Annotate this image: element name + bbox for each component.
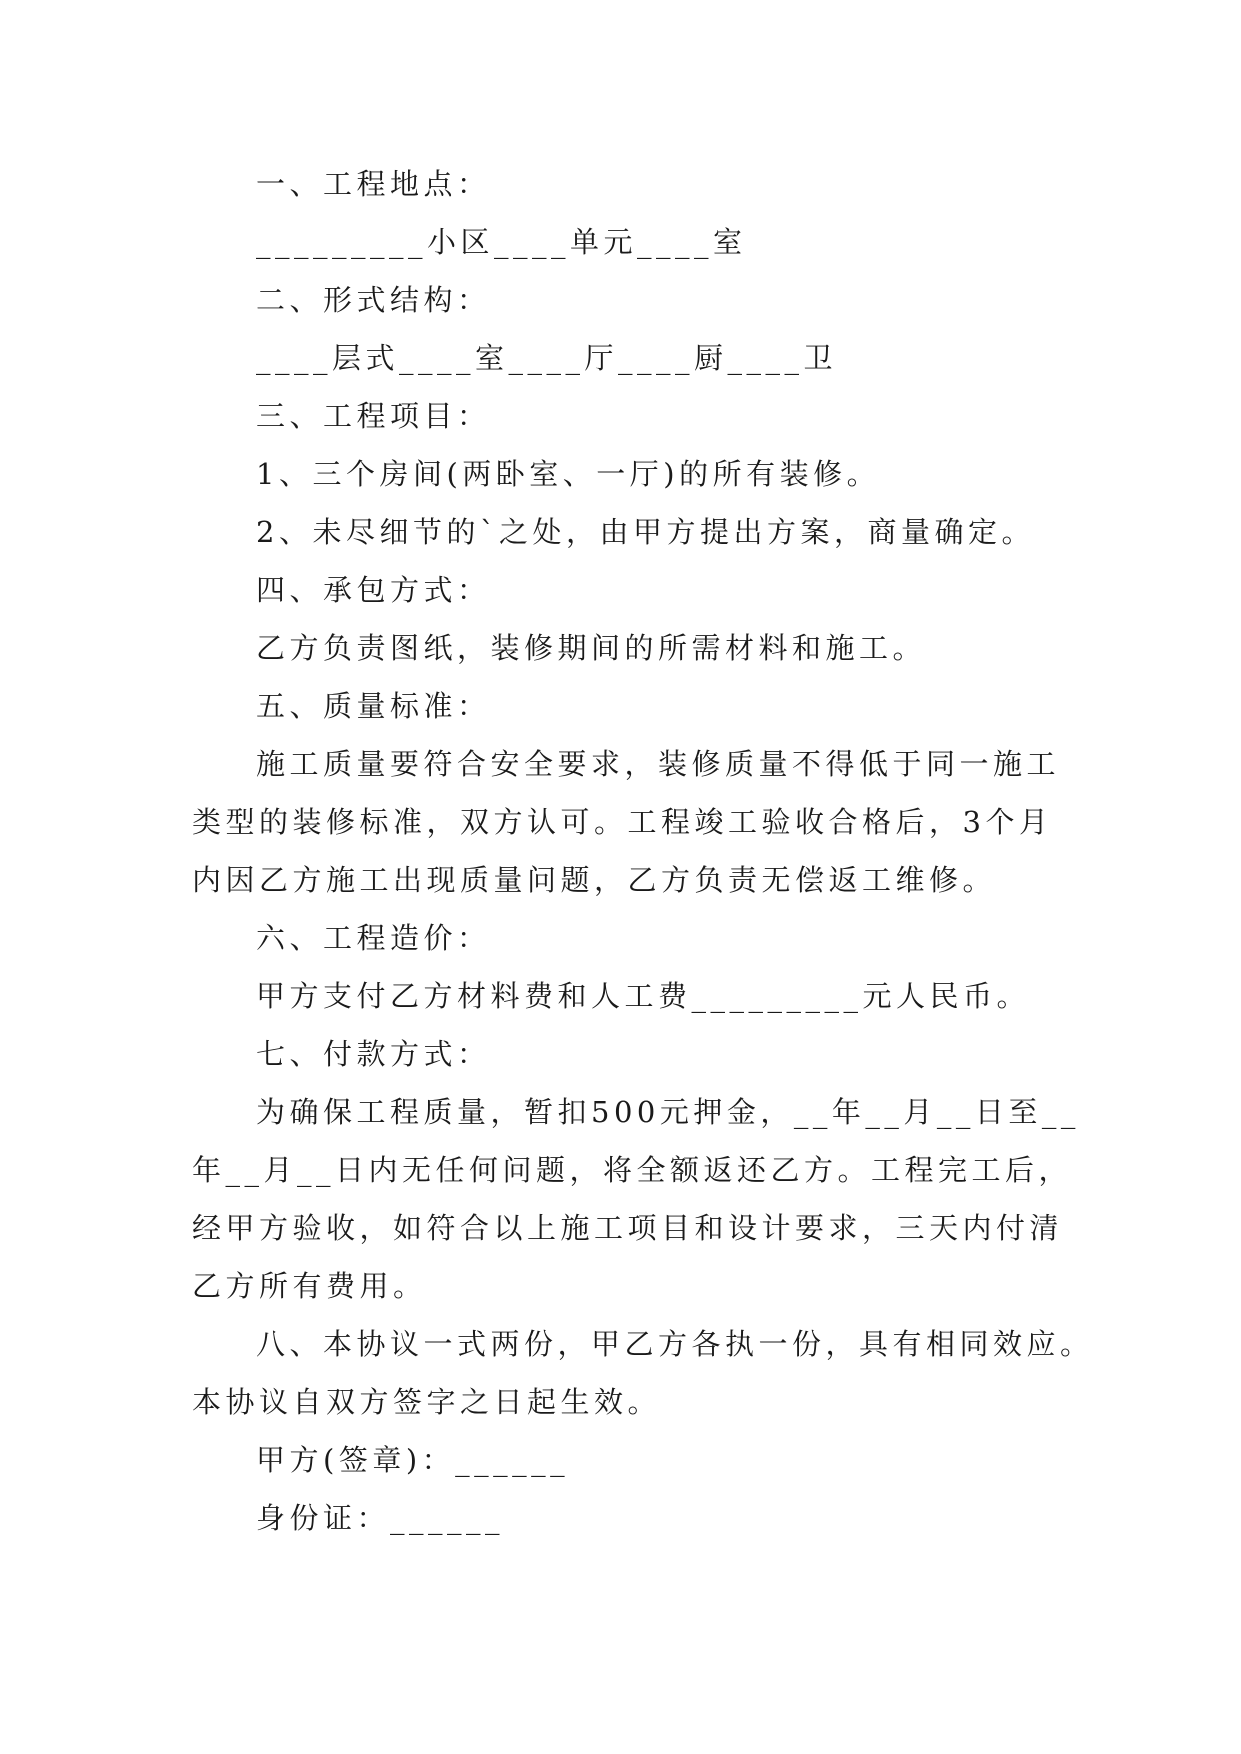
payment-text-line-3: 经甲方验收，如符合以上施工项目和设计要求，三天内付清	[192, 1211, 1064, 1245]
quality-text-line-2: 类型的装修标准，双方认可。工程竣工验收合格后，3个月	[192, 805, 1053, 839]
location-fill-line: _________小区____单元____室	[256, 225, 747, 259]
payment-text-line-4: 乙方所有费用。	[192, 1269, 427, 1303]
section-heading-quality: 五、质量标准：	[256, 689, 491, 723]
contract-text: 乙方负责图纸，装修期间的所需材料和施工。	[256, 631, 927, 665]
item-2: 2、未尽细节的`之处，由甲方提出方案，商量确定。	[256, 515, 1035, 549]
payment-text-line-1: 为确保工程质量，暂扣500元押金，__年__月__日至__	[256, 1095, 1080, 1129]
party-a-signature: 甲方(签章)：______	[256, 1443, 570, 1477]
agreement-text-line-1: 八、本协议一式两份，甲乙方各执一份，具有相同效应。	[256, 1327, 1094, 1361]
section-heading-contract: 四、承包方式：	[256, 573, 491, 607]
quality-text-line-3: 内因乙方施工出现质量问题，乙方负责无偿返工维修。	[192, 863, 997, 897]
structure-fill-line: ____层式____室____厅____厨____卫	[256, 341, 838, 375]
quality-text-line-1: 施工质量要符合安全要求，装修质量不得低于同一施工	[256, 747, 1061, 781]
section-heading-items: 三、工程项目：	[256, 399, 491, 433]
item-1: 1、三个房间(两卧室、一厅)的所有装修。	[256, 457, 881, 491]
payment-text-line-2: 年__月__日内无任何问题，将全额返还乙方。工程完工后，	[192, 1153, 1073, 1187]
cost-text: 甲方支付乙方材料费和人工费_________元人民币。	[256, 979, 1031, 1013]
section-heading-payment: 七、付款方式：	[256, 1037, 491, 1071]
agreement-text-line-2: 本协议自双方签字之日起生效。	[192, 1385, 662, 1419]
section-heading-cost: 六、工程造价：	[256, 921, 491, 955]
section-heading-location: 一、工程地点：	[256, 167, 491, 201]
section-heading-structure: 二、形式结构：	[256, 283, 491, 317]
id-card-field: 身份证：______	[256, 1501, 505, 1535]
